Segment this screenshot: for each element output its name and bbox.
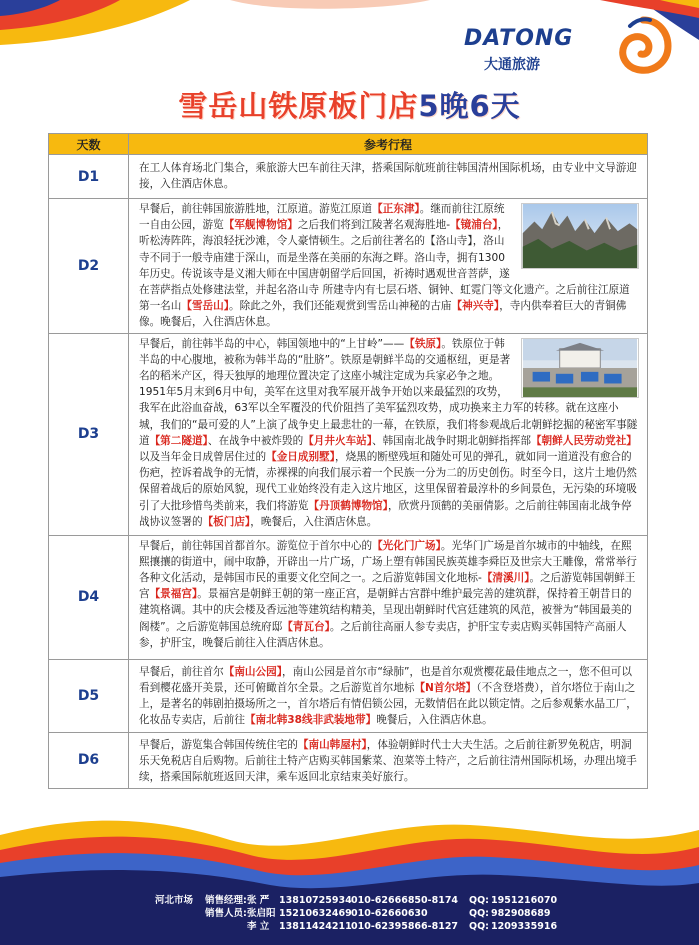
highlight-attraction: 【第二隧道】 <box>149 434 208 447</box>
footer-row <box>155 920 655 933</box>
highlight-attraction: 【南山公园】 <box>223 665 283 678</box>
day-row-d2 <box>49 199 648 334</box>
seoraksan-mountain-photo <box>521 203 639 269</box>
header-day: 天数 <box>49 134 129 155</box>
description-text: 、韩国南北战争时期北朝鲜指挥部 <box>372 434 531 447</box>
description-text: 。之后前往高丽人参专卖店，护肝宝专卖店购买韩国特产高丽人参，护肝宝，晚餐后前往入住酒店休息。 <box>139 620 627 649</box>
description-text: 之后我们将到江陵著名观海胜地- <box>297 219 451 232</box>
description-text: 。之后游览韩国朝鲜王宫 <box>139 572 636 601</box>
logo-text: DATONG <box>464 26 574 51</box>
highlight-attraction: 【景福宫】 <box>149 588 198 601</box>
footer-name: 张 严 <box>247 895 270 906</box>
highlight-attraction: 【神兴寺】 <box>451 300 500 313</box>
day-label: D4 <box>49 535 129 659</box>
footer-mobile: 13811424211 <box>279 921 352 932</box>
highlight-attraction: 【N首尔塔】 <box>414 681 477 694</box>
cheorwon-building-photo <box>521 338 639 398</box>
day-row-d4 <box>49 535 648 659</box>
description-text: 。铁原位于韩半岛的中心腹地，被称为韩半岛的“肚脐”。铁原是朝鲜半岛的交通枢纽，更是著名的稻米产区，得天独厚的地理位置决定了这座小城注定成为兵家必争之地。1951年5月末到6月中旬，美军在这里对我军展开战争开始以来最猛烈的攻势，我军在此浴血奋战，63军以全军覆没的代价阻挡了美军猛烈攻势，成功换来主力军的转移。就在这座小城，我们的“最可爱的人”上演了战争史上最悲壮的一幕，在铁原，我们将参观战后北朝鲜挖掘的秘密军事隧道 <box>139 337 638 447</box>
footer-qq-label: QQ: <box>469 921 489 932</box>
title-nights: 5晚6天 <box>418 89 521 123</box>
footer-name: 李 立 <box>247 921 270 932</box>
footer-role: 销售经理: <box>205 895 247 906</box>
highlight-attraction: 【军舰博物馆】 <box>223 219 298 232</box>
footer-mobile: 15210632469 <box>279 908 352 919</box>
day-label: D5 <box>49 659 129 732</box>
day-row-d6 <box>49 732 648 788</box>
description-text: ，寺内供奉着巨大的青铜佛像。晚餐后，入住酒店休息。 <box>139 300 627 329</box>
day-row-d5 <box>49 659 648 732</box>
description-text: 早餐后，前往韩半岛的中心，韩国领地中的“上甘岭”—— <box>139 337 405 350</box>
footer-tel: 010-62395866-8127 <box>351 921 459 932</box>
highlight-attraction: 【光化门广场】 <box>372 539 441 552</box>
description-text: 。景福宫是朝鲜王朝的第一座正宫，是朝鲜古宫群中维护最完善的建筑群，保持着王朝昔日的建筑格调。其中的庆会楼及香远池等建筑结构精美，呈现出朝鲜时代宫廷建筑的风范，被誉为“韩国最美的阁楼”。之后游览韩国总统府邸 <box>139 588 632 633</box>
highlight-attraction: 【朝鲜人民劳动党社】 <box>530 434 637 447</box>
footer-role: 销售人员: <box>205 908 247 919</box>
day-description <box>129 199 648 334</box>
highlight-attraction: 【雪岳山】 <box>181 300 230 313</box>
highlight-attraction: 【板门店】 <box>202 515 251 528</box>
description-text: 以及当年金日成曾居住过的 <box>139 451 267 464</box>
title-main: 雪岳山铁原板门店 <box>178 89 419 123</box>
day-label: D1 <box>49 155 129 199</box>
day-description <box>129 333 648 535</box>
footer-row <box>155 907 655 920</box>
day-label: D3 <box>49 333 129 535</box>
description-text: ，欣赏丹顶鹤的美丽倩影。之后前往韩国南北战争停战协议签署的 <box>139 499 632 528</box>
itinerary-table <box>48 133 648 789</box>
footer-tel: 010-62660630 <box>351 908 428 919</box>
description-text: ，烧黑的断壁残垣和随处可见的弹孔，就如同一道道没有愈合的伤疤，控诉着战争的无情，赤裸裸的向我们展示着一个民族一分为二的历史创伤。时至今日，这片土地仍然保留着战后的原始风貌，现代工业始终没有走入这片地区，这里保留着最淳朴的乡间景色，无污染的环境吸引了大批珍惜鸟类前来，我们将游览 <box>139 451 637 512</box>
page-title <box>0 84 699 125</box>
description-text: 。光华门广场是首尔城市的中轴线，在熙熙攘攘的街道中，闹中取静，开辟出一片广场，广场上塑有韩国民族英雄李舜臣及世宗大王雕像，常常举行各种文化活动，是韩国市民的重要文化空间之一。之后游览韩国文化地标- <box>139 539 637 585</box>
description-text: ，听松涛阵阵，海浪轻抚沙滩，令人豪情顿生。之后前往著名的【洛山寺】，洛山寺不同于一般寺庙建于深山，而是坐落在美丽的东海之畔。洛山寺，拥有1300年历史。传说该寺是义湘大师在中国唐朝留学后回国，祈祷时遇观世音菩萨，遂在菩萨指点处修建法堂，并起名洛山寺 所建寺内有七层石塔、铜钟、虹霓门等文化遗产。之后前往江原道第一名山 <box>139 219 630 313</box>
description-text: 早餐后，游览集合韩国传统住宅的 <box>139 738 298 751</box>
highlight-attraction: 【正东津】 <box>372 203 420 215</box>
footer-qq: 1951216070 <box>491 895 558 906</box>
footer-tel: 010-62666850-8174 <box>351 895 459 906</box>
day-row-d3 <box>49 333 648 535</box>
footer-qq: 982908689 <box>491 908 551 919</box>
day-row-d1 <box>49 155 648 199</box>
day-description <box>129 659 648 732</box>
day-description <box>129 155 648 199</box>
description-text: （不含登塔费），首尔塔位于南山之上，是著名的韩剧拍摄场所之一，首尔塔后有情侣锁公园，无数情侣在此以锁定情。之后参观紫水晶工厂，化妆品专卖店，后前往 <box>139 681 637 727</box>
footer-market: 河北市场 <box>155 895 194 906</box>
description-text: 早餐后，前往首尔 <box>139 665 224 678</box>
highlight-attraction: 【南山韩屋村】 <box>297 738 367 751</box>
footer-row <box>155 894 655 907</box>
highlight-attraction: 【丹顶鹤博物馆】 <box>308 499 388 512</box>
description-text: 晚餐后，入住酒店休息。 <box>376 714 493 727</box>
footer-mobile: 13810725934 <box>279 895 352 906</box>
description-text: 、在战争中被炸毁的 <box>207 434 304 447</box>
day-description <box>129 732 648 788</box>
description-text: 早餐后，前往韩国首都首尔。游览位于首尔中心的 <box>139 539 373 552</box>
description-text: ，体验朝鲜时代士大夫生活。之后前往新罗免税店，明洞乐天免税店自后购物。后前往土特产店购买韩国紫菜、泡菜等土特产，之后前往清州国际机场，办理出境手续，搭乘国际航班返回天津，乘车返回北京结束美好旅行。 <box>139 738 637 784</box>
highlight-attraction: 【清溪川】 <box>481 572 530 585</box>
table-header-row <box>49 134 648 155</box>
description-text: ，晚餐后，入住酒店休息。 <box>250 515 378 528</box>
highlight-attraction: 【青瓦台】 <box>282 620 330 633</box>
footer-qq: 1209335916 <box>491 921 558 932</box>
description-text: 在工人体育场北门集合，乘旅游大巴车前往天津，搭乘国际航班前往韩国清州国际机场，由专业中文导游迎接，入住酒店休息。 <box>139 162 637 191</box>
highlight-attraction: 【月井火车站】 <box>303 434 373 447</box>
description-text: 。除此之外，我们还能观赏到雪岳山神秘的古庙 <box>229 300 452 313</box>
highlight-attraction: 【铁原】 <box>404 337 442 350</box>
day-label: D6 <box>49 732 129 788</box>
highlight-attraction: 【南北韩38线非武装地带】 <box>244 714 377 727</box>
spiral-logo-icon <box>610 12 676 78</box>
footer-role <box>205 920 247 933</box>
description-text: ，南山公园是首尔市“绿肺”，也是首尔观赏樱花最佳地点之一，您不但可以看到樱花盛开美景，还可俯瞰首尔全景。之后游览首尔地标 <box>139 665 632 694</box>
footer-name: 张启阳 <box>247 908 276 919</box>
footer-qq-label: QQ: <box>469 908 489 919</box>
logo-subtitle: 大通旅游 <box>484 57 540 73</box>
day-label: D2 <box>49 199 129 334</box>
highlight-attraction: 【镜浦台】 <box>450 219 498 232</box>
description-text: 早餐后，前往韩国旅游胜地，江原道。游览江原道 <box>139 203 373 215</box>
header-itinerary: 参考行程 <box>129 134 648 155</box>
day-description <box>129 535 648 659</box>
datong-logo <box>460 12 690 80</box>
highlight-attraction: 【金日成别墅】 <box>266 451 335 464</box>
description-text: 。继而前往江原统一自由公园，游览 <box>139 203 505 232</box>
footer-qq-label: QQ: <box>469 895 489 906</box>
contact-footer <box>155 894 655 933</box>
